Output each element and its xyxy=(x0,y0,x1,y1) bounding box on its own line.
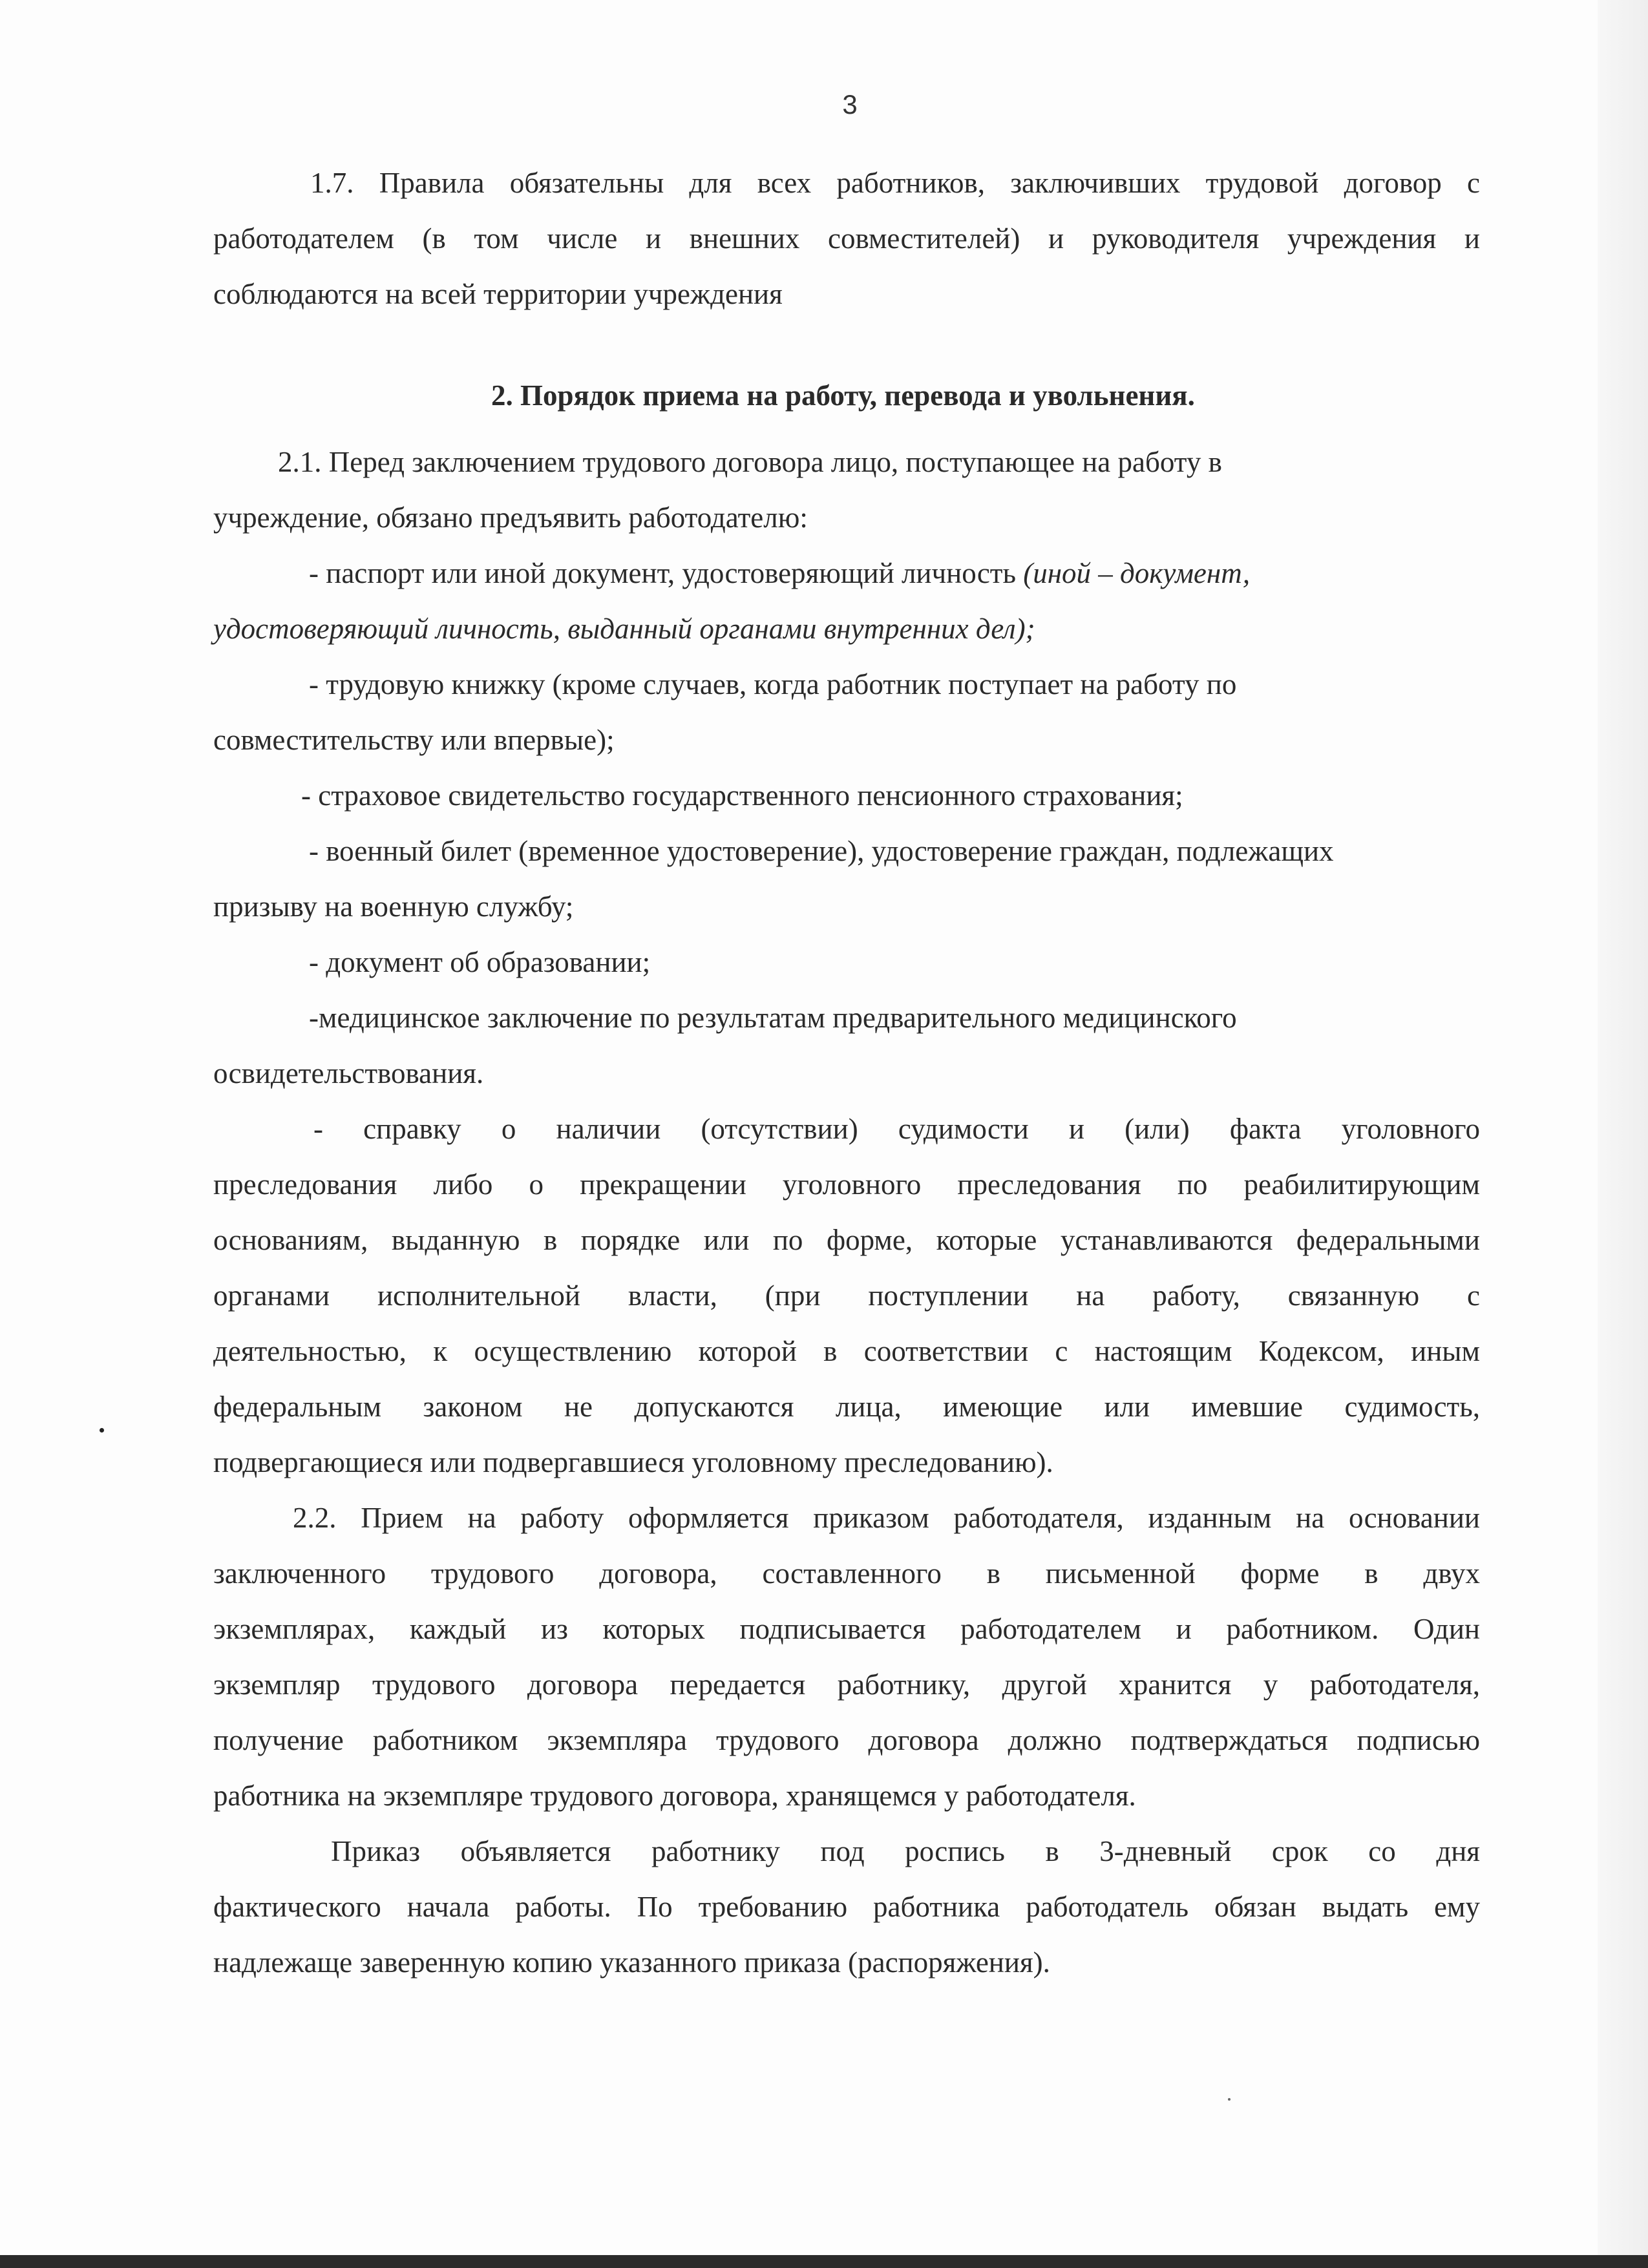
line: - паспорт или иной документ, удостоверяющий личность xyxy=(309,557,1024,589)
line: освидетельствования. xyxy=(213,1057,484,1089)
line: фактического начала работы. По требованию работника работодатель обязан выдать ему xyxy=(213,1891,1480,1923)
line: 2.1. Перед заключением трудового договора лицо, поступающее на работу в xyxy=(278,446,1222,478)
line: федеральным законом не допускаются лица, имеющие или имевшие судимость, xyxy=(213,1391,1480,1423)
line: подвергающиеся или подвергавшиеся уголовному преследованию). xyxy=(213,1446,1053,1478)
line: 1.7. Правила обязательны для всех работников, заключивших трудовой договор с xyxy=(310,167,1480,199)
paragraph-2-1 xyxy=(213,434,1480,1990)
line: заключенного трудового договора, составленного в письменной форме в двух xyxy=(213,1557,1480,1590)
line: основаниям, выданную в порядке или по форме, которые устанавливаются федеральными xyxy=(213,1224,1480,1256)
line: совместительству или впервые); xyxy=(213,724,615,756)
list-item-insurance: - страховое свидетельство государственного пенсионного страхования; xyxy=(301,779,1183,812)
list-item-military: - военный билет (временное удостоверение), удостоверение граждан, подлежащих xyxy=(309,835,1334,867)
line: преследования либо о прекращении уголовного преследования по реабилитирующим xyxy=(213,1168,1480,1201)
line: органами исполнительной власти, (при поступлении на работу, связанную с xyxy=(213,1279,1480,1312)
list-item-passport xyxy=(213,545,1480,601)
scan-speck xyxy=(100,1428,104,1433)
list-item-medical: -медицинское заключение по результатам предварительного медицинского xyxy=(309,1002,1237,1034)
paragraph-2-2: 2.2. Прием на работу оформляется приказом работодателя, изданным на основании xyxy=(293,1502,1480,1534)
line: работодателем (в том числе и внешних совместителей) и руководителя учреждения и xyxy=(213,222,1480,255)
paragraph-1-7 xyxy=(213,155,1480,322)
line: призыву на военную службу; xyxy=(213,890,574,923)
italic-note: удостоверяющий личность, выданный органами внутренних дел); xyxy=(213,613,1035,645)
scan-speck xyxy=(1228,2098,1231,2101)
page-edge-shadow xyxy=(1598,0,1648,2255)
line: деятельностью, к осуществлению которой в соответствии с настоящим Кодексом, иным xyxy=(213,1335,1480,1367)
scan-bottom-edge xyxy=(0,2255,1648,2268)
line: получение работником экземпляра трудового договора должно подтверждаться подписью xyxy=(213,1724,1480,1756)
section-heading: 2. Порядок приема на работу, перевода и увольнения. xyxy=(491,379,1195,412)
line: работника на экземпляре трудового договора, хранящемся у работодателя. xyxy=(213,1780,1136,1812)
line: надлежаще заверенную копию указанного приказа (распоряжения). xyxy=(213,1946,1050,1979)
list-item-workbook: - трудовую книжку (кроме случаев, когда работник поступает на работу по xyxy=(309,668,1237,700)
line: экземплярах, каждый из которых подписывается работодателем и работником. Один xyxy=(213,1613,1480,1645)
list-item-passport-cont xyxy=(213,601,1480,656)
line: соблюдаются на всей территории учреждения xyxy=(213,278,783,310)
line: учреждение, обязано предъявить работодателю: xyxy=(213,501,808,534)
line: экземпляр трудового договора передается работнику, другой хранится у работодателя, xyxy=(213,1668,1480,1701)
italic-note: (иной – документ, xyxy=(1023,557,1251,589)
list-item-education: - документ об образовании; xyxy=(309,946,651,978)
page-number: 3 xyxy=(842,89,858,120)
paragraph-order: Приказ объявляется работнику под роспись в 3-дневный срок со дня xyxy=(331,1835,1480,1867)
list-item-criminal: - справку о наличии (отсутствии) судимости и (или) факта уголовного xyxy=(313,1113,1480,1145)
